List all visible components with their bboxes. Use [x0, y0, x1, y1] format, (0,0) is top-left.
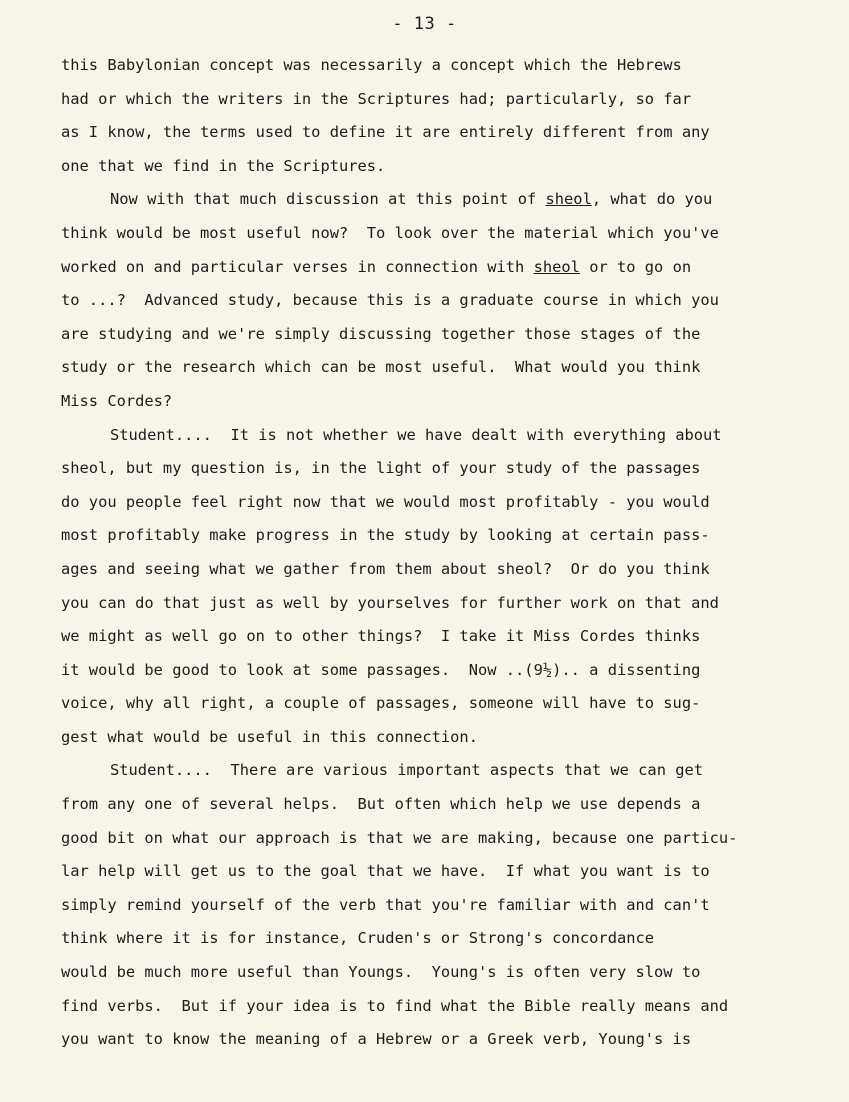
- text-line: find verbs. But if your idea is to find what the Bible really means and: [61, 996, 729, 1015]
- text-line: sheol, but my question is, in the light of your study of the passages: [61, 459, 701, 478]
- underlined-term: sheol: [533, 257, 580, 276]
- text-line: Miss Cordes?: [61, 391, 173, 410]
- document-body: [61, 49, 801, 1057]
- text-line: we might as well go on to other things? I take it Miss Cordes thinks: [61, 627, 701, 646]
- text-segment: , what do you: [591, 190, 713, 209]
- text-line: voice, why all right, a couple of passages, someone will have to sug-: [61, 694, 701, 713]
- text-line: from any one of several helps. But often which help we use depends a: [61, 795, 701, 814]
- text-segment: or to go on: [579, 257, 692, 276]
- text-line: study or the research which can be most useful. What would you think: [61, 358, 701, 377]
- text-line: most profitably make progress in the study by looking at certain pass-: [61, 526, 710, 545]
- text-line: you can do that just as well by yourselves for further work on that and: [61, 593, 719, 612]
- text-line: do you people feel right now that we would most profitably - you would: [61, 492, 710, 511]
- page-number: - 13 -: [392, 14, 457, 34]
- paragraph-start-line: Student.... It is not whether we have dealt with everything about: [110, 425, 722, 444]
- text-line: as I know, the terms used to define it are entirely different from any: [61, 123, 710, 142]
- text-line: [61, 251, 801, 285]
- text-segment: worked on and particular verses in connection with: [61, 257, 534, 276]
- text-line: to ...? Advanced study, because this is a graduate course in which you: [61, 291, 719, 310]
- text-line: you want to know the meaning of a Hebrew or a Greek verb, Young's is: [61, 1030, 692, 1049]
- text-line: simply remind yourself of the verb that you're familiar with and can't: [61, 895, 710, 914]
- text-line: this Babylonian concept was necessarily a concept which the Hebrews: [61, 56, 682, 74]
- text-line: think would be most useful now? To look over the material which you've: [61, 223, 719, 242]
- underlined-term: sheol: [545, 190, 592, 209]
- text-line: one that we find in the Scriptures.: [61, 156, 386, 175]
- text-line: are studying and we're simply discussing together those stages of the: [61, 324, 701, 343]
- text-line: good bit on what our approach is that we are making, because one particu-: [61, 828, 738, 847]
- paragraph-start-line: Student.... There are various important aspects that we can get: [110, 761, 704, 780]
- text-line: would be much more useful than Youngs. Young's is often very slow to: [61, 963, 701, 982]
- text-line: gest what would be useful in this connection.: [61, 727, 478, 746]
- text-line: think where it is for instance, Cruden's or Strong's concordance: [61, 929, 655, 948]
- text-line: lar help will get us to the goal that we have. If what you want is to: [61, 862, 710, 881]
- text-line: it would be good to look at some passages. Now ..(9½).. a dissenting: [61, 660, 701, 679]
- paragraph-start-line: [61, 183, 801, 217]
- text-line: had or which the writers in the Scriptures had; particularly, so far: [61, 89, 692, 108]
- text-segment: Now with that much discussion at this point of: [110, 190, 546, 209]
- text-line: ages and seeing what we gather from them about sheol? Or do you think: [61, 559, 710, 578]
